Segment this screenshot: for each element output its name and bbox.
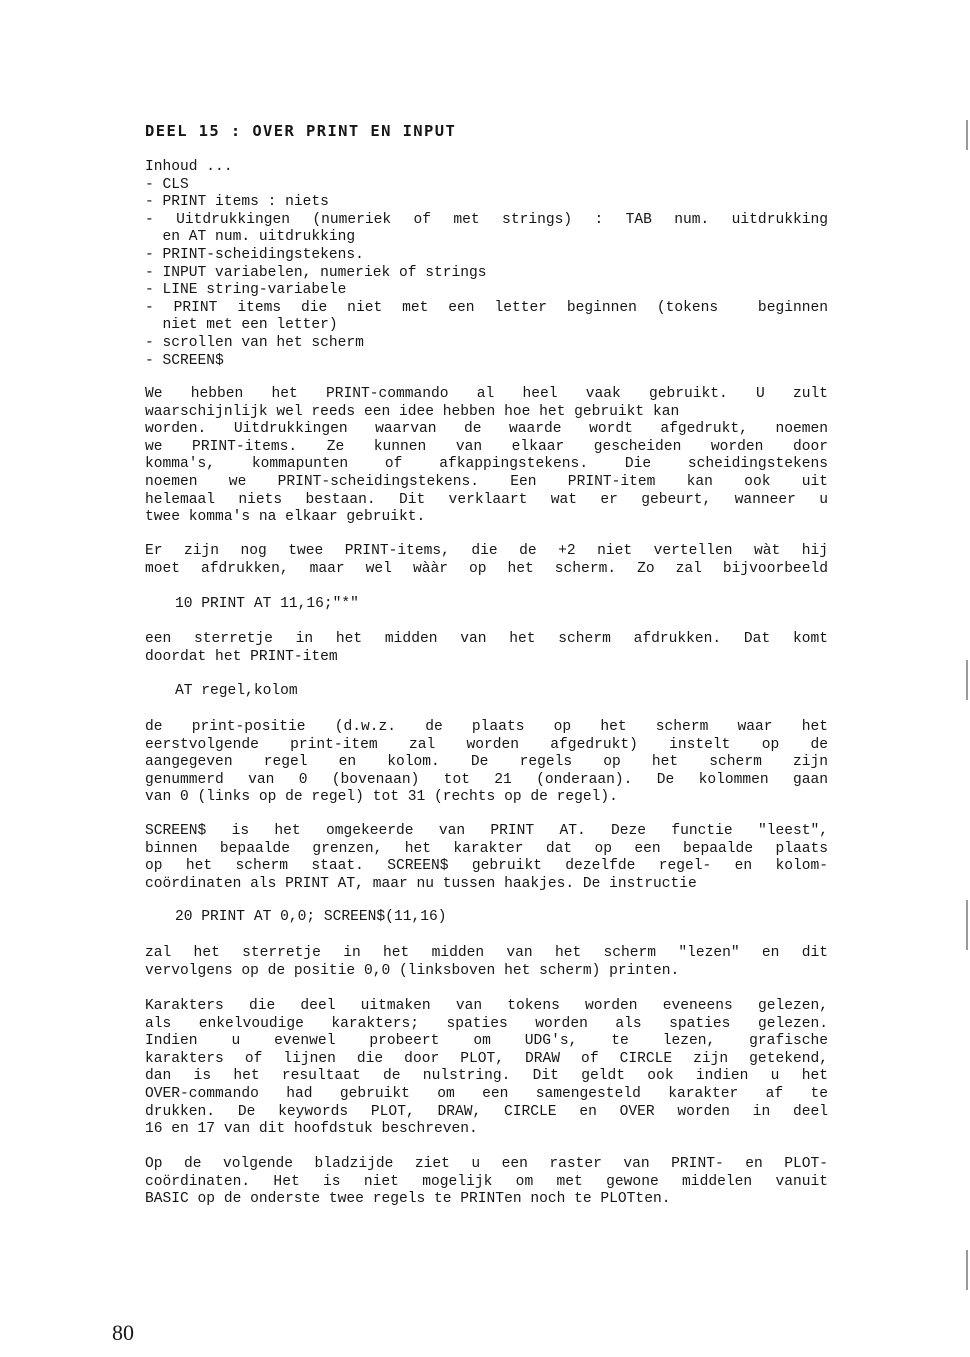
page-number: 80: [112, 1320, 134, 1345]
paragraph: [145, 631, 828, 666]
text-line: We hebben het PRINT-commando al heel vaak gebruikt. U zult: [145, 386, 828, 402]
text-line: helemaal niets bestaan. Dit verklaart wat er gebeurt, wanneer u: [145, 491, 828, 508]
paragraph: [145, 945, 828, 980]
scan-edge-mark: [966, 660, 968, 700]
list-item: - INPUT variabelen, numeriek of strings: [145, 264, 487, 281]
text-line: we PRINT-items. Ze kunnen van elkaar gescheiden worden door: [145, 438, 828, 455]
text-line: noemen we PRINT-scheidingstekens. Een PRINT-item kan ook uit: [145, 473, 828, 490]
text-line: doordat het PRINT-item: [145, 648, 338, 665]
text-line: binnen bepaalde grenzen, het karakter dat op een bepaalde plaats: [145, 840, 828, 857]
text-line: waarschijnlijk wel reeds een idee hebben hoe het gebruikt kan: [145, 403, 680, 420]
text-line: Karakters die deel uitmaken van tokens worden eveneens gelezen,: [145, 998, 828, 1014]
list-item: - LINE string-variabele: [145, 282, 347, 299]
text-line: BASIC op de onderste twee regels te PRINTen noch te PLOTten.: [145, 1191, 671, 1208]
list-item: - SCREEN$: [145, 352, 224, 369]
list-item: en AT num. uitdrukking: [145, 229, 356, 246]
list-item: - CLS: [145, 176, 189, 193]
text-line: moet afdrukken, maar wel wààr op het scherm. Zo zal bijvoorbeeld: [145, 560, 828, 577]
text-line: SCREEN$ is het omgekeerde van PRINT AT. Deze functie "leest",: [145, 823, 828, 839]
text-line: worden. Uitdrukkingen waarvan de waarde wordt afgedrukt, noemen: [145, 421, 828, 438]
code-line: 10 PRINT AT 11,16;"*": [175, 596, 359, 612]
contents-list: [145, 159, 828, 370]
text-line: 16 en 17 van dit hoofdstuk beschreven.: [145, 1121, 478, 1138]
text-line: van 0 (links op de regel) tot 31 (rechts op de regel).: [145, 789, 618, 806]
list-item: - PRINT items die niet met een letter beginnen (tokens beginnen: [145, 299, 828, 316]
code-line: 20 PRINT AT 0,0; SCREEN$(11,16): [175, 909, 447, 925]
text-line: zal het sterretje in het midden van het scherm "lezen" en dit: [145, 945, 828, 961]
text-line: eerstvolgende print-item zal worden afgedrukt) instelt op de: [145, 736, 828, 753]
paragraph: [145, 386, 828, 527]
text-line: Er zijn nog twee PRINT-items, die de +2 niet vertellen wàt hij: [145, 543, 828, 559]
scan-edge-mark: [966, 120, 968, 150]
paragraph: [145, 998, 828, 1139]
list-item: niet met een letter): [145, 317, 338, 334]
text-line: de print-positie (d.w.z. de plaats op het scherm waar het: [145, 719, 828, 735]
section-title: DEEL 15 : OVER PRINT EN INPUT: [145, 122, 457, 140]
text-line: drukken. De keywords PLOT, DRAW, CIRCLE en OVER worden in deel: [145, 1103, 828, 1120]
text-line: coördinaten. Het is niet mogelijk om met gewone middelen vanuit: [145, 1173, 828, 1190]
paragraph: [145, 719, 828, 807]
list-item: - PRINT items : niets: [145, 194, 329, 211]
paragraph: [145, 1156, 828, 1209]
text-line: OVER-commando had gebruikt om een samengesteld karakter af te: [145, 1085, 828, 1102]
text-line: als enkelvoudige karakters; spaties worden als spaties gelezen.: [145, 1015, 828, 1032]
text-line: dan is het resultaat de nulstring. Dit geldt ook indien u het: [145, 1068, 828, 1085]
code-listing: [145, 596, 858, 614]
code-line: AT regel,kolom: [175, 683, 298, 699]
text-line: karakters of lijnen die door PLOT, DRAW of CIRCLE zijn getekend,: [145, 1050, 828, 1067]
paragraph: [145, 823, 828, 893]
text-line: een sterretje in het midden van het scherm afdrukken. Dat komt: [145, 631, 828, 647]
scan-edge-mark: [966, 1250, 968, 1290]
code-listing: [145, 909, 858, 927]
text-line: Op de volgende bladzijde ziet u een raster van PRINT- en PLOT-: [145, 1156, 828, 1172]
text-line: op het scherm staat. SCREEN$ gebruikt dezelfde regel- en kolom-: [145, 858, 828, 875]
scan-edge-mark: [966, 900, 968, 950]
list-item: - PRINT-scheidingstekens.: [145, 246, 364, 263]
contents-heading: Inhoud ...: [145, 159, 233, 175]
paragraph: [145, 543, 828, 578]
list-item: - Uitdrukkingen (numeriek of met strings) : TAB num. uitdrukking: [145, 211, 828, 228]
text-line: twee komma's na elkaar gebruikt.: [145, 509, 426, 526]
code-listing: [145, 683, 858, 701]
list-item: - scrollen van het scherm: [145, 334, 364, 351]
text-line: genummerd van 0 (bovenaan) tot 21 (onderaan). De kolommen gaan: [145, 771, 828, 788]
text-line: coördinaten als PRINT AT, maar nu tussen haakjes. De instructie: [145, 875, 697, 892]
text-line: vervolgens op de positie 0,0 (linksboven het scherm) printen.: [145, 962, 680, 979]
text-line: Indien u evenwel probeert om UDG's, te lezen, grafische: [145, 1033, 828, 1050]
text-line: komma's, kommapunten of afkappingstekens. Die scheidingstekens: [145, 456, 828, 473]
text-line: aangegeven regel en kolom. De regels op het scherm zijn: [145, 754, 828, 771]
